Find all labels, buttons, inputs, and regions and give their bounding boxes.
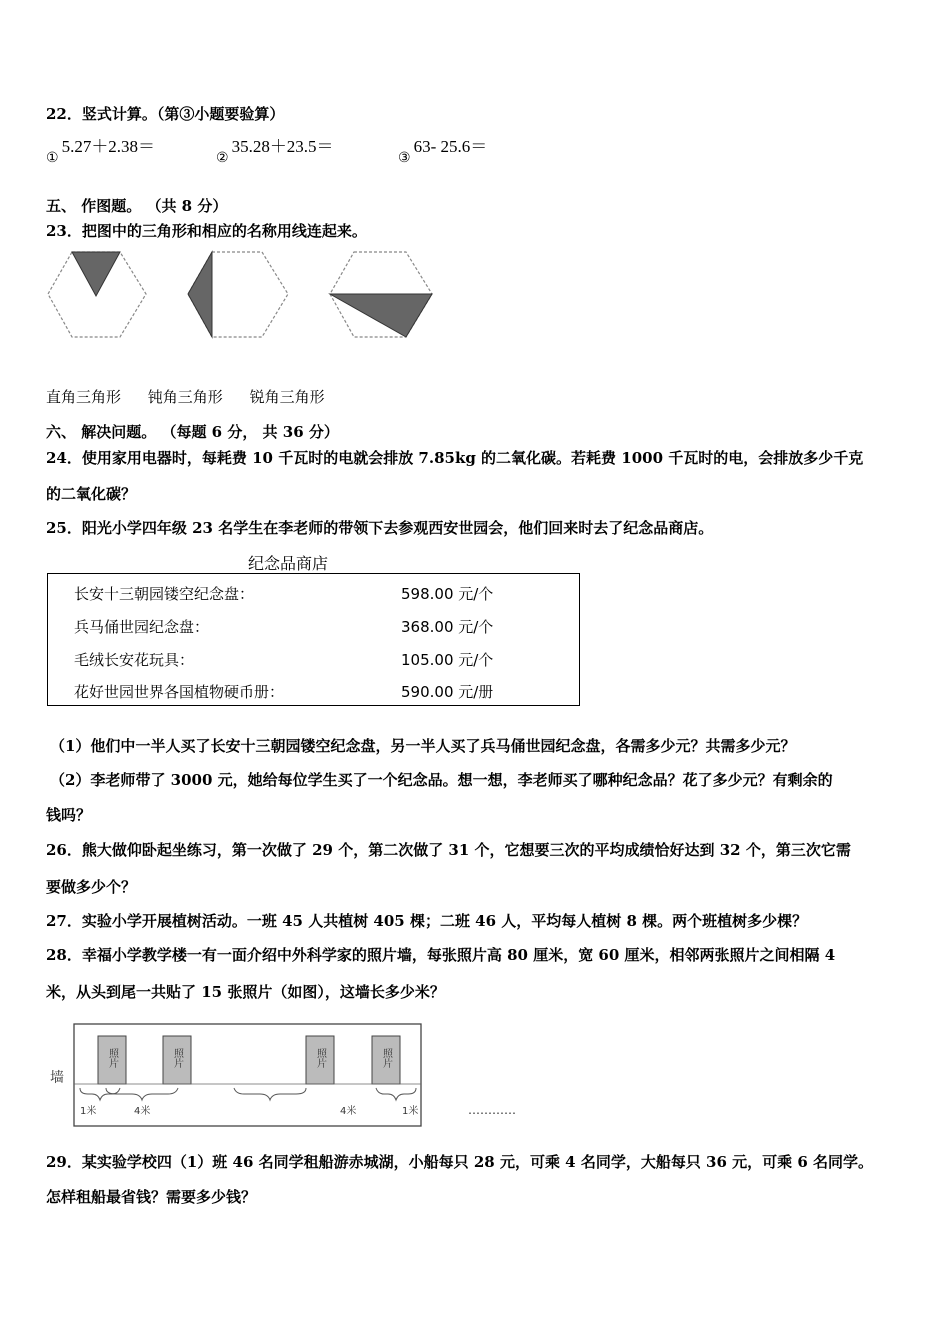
q25-title: 25．阳光小学四年级 23 名学生在李老师的带领下去参观西安世园会，他们回来时去了纪念品商店。: [46, 519, 714, 537]
q29-line1: 29．某实验学校四（1）班 46 名同学租船游赤城湖，小船每只 28 元，可乘 4 名同学，大船每只 36 元，可乘 6 名同学。: [46, 1153, 874, 1171]
shop-item-price: 598.00 元/个: [401, 585, 494, 603]
photo-label: 照片: [106, 1048, 118, 1068]
shop-item-price: 590.00 元/册: [401, 683, 494, 701]
label-obtuse-triangle: 钝角三角形: [147, 388, 223, 406]
q22-item-2: [216, 132, 334, 166]
label-acute-triangle: 锐角三角形: [249, 388, 325, 406]
q26-line1: 26．熊大做仰卧起坐练习，第一次做了 29 个，第二次做了 31 个，它想要三次的平均成绩恰好达到 32 个，第三次它需: [46, 841, 851, 859]
q22-item-1-mark: ①: [46, 151, 59, 166]
photo-wall-figure: [44, 1018, 524, 1133]
dim-4m-left: 4米: [134, 1106, 151, 1117]
shop-item-price: 368.00 元/个: [401, 618, 494, 636]
brace-4m-left: [106, 1088, 178, 1100]
wall-label: 墙: [50, 1070, 64, 1086]
shop-item-name: 长安十三朝园镂空纪念盘：: [74, 585, 255, 603]
shop-item-price: 105.00 元/个: [401, 651, 494, 669]
section6-title: 六、 解决问题。 （每题 6 分， 共 36 分）: [46, 423, 339, 441]
q22-item-2-mark: ②: [216, 151, 229, 166]
q24-line1: 24．使用家用电器时，每耗费 10 千瓦时的电就会排放 7.85kg 的二氧化碳。若耗费 1000 千瓦时的电，会排放多少千克: [46, 449, 864, 467]
q23-hexagons-figure: [44, 248, 444, 343]
shop-price-list: [47, 573, 580, 706]
dim-4m-right: 4米: [340, 1106, 357, 1117]
right-triangle-shape: [188, 252, 212, 337]
photo-label: 照片: [380, 1048, 392, 1068]
shop-item-name: 花好世园世界各国植物硬币册：: [74, 683, 285, 701]
continuation-dots: …………: [468, 1103, 516, 1117]
acute-triangle-shape: [72, 252, 120, 296]
brace-4m-right: [234, 1088, 306, 1100]
q25-sub1: （1）他们中一半人买了长安十三朝园镂空纪念盘，另一半人买了兵马俑世园纪念盘，各需多少元？共需多少元？: [50, 737, 796, 755]
label-right-triangle: 直角三角形: [46, 388, 122, 406]
section5-title: 五、 作图题。 （共 8 分）: [46, 197, 228, 215]
shop-row: [74, 616, 554, 637]
dim-1m-right: 1米: [402, 1106, 419, 1117]
shop-title: 纪念品商店: [248, 554, 329, 573]
q23-labels: [46, 386, 347, 407]
q22-item-2-expr: 35.28＋23.5＝: [231, 137, 334, 156]
dim-1m-left: 1米: [80, 1106, 97, 1117]
q28-line2: 米，从头到尾一共贴了 15 张照片（如图），这墙长多少米？: [46, 983, 445, 1001]
photo-1: [98, 1036, 126, 1084]
shop-row: [74, 681, 554, 702]
q24-line2: 的二氧化碳？: [46, 485, 137, 503]
q26-line2: 要做多少个？: [46, 878, 137, 896]
photo-2: [163, 1036, 191, 1084]
photo-label: 照片: [171, 1048, 183, 1068]
q29-line2: 怎样租船最省钱？需要多少钱？: [46, 1188, 257, 1206]
q28-line1: 28．幸福小学教学楼一有一面介绍中外科学家的照片墙，每张照片高 80 厘米，宽 60 厘米，相邻两张照片之间相隔 4: [46, 946, 836, 964]
q22-title: 22．竖式计算。（第③小题要验算）: [46, 105, 285, 123]
photo-3: [306, 1036, 334, 1084]
q22-item-3-expr: 63- 25.6＝: [413, 137, 488, 156]
shop-row: [74, 649, 554, 670]
q25-sub2-line2: 钱吗？: [46, 806, 92, 824]
q22-item-3: [398, 132, 488, 166]
shop-item-name: 毛绒长安花玩具：: [74, 651, 195, 669]
brace-1m-right: [376, 1088, 416, 1100]
q23-title: 23．把图中的三角形和相应的名称用线连起来。: [46, 222, 367, 240]
photo-label: 照片: [314, 1048, 326, 1068]
q22-item-1: [46, 132, 156, 166]
shop-row: [74, 583, 554, 604]
q22-item-3-mark: ③: [398, 151, 411, 166]
q27-line1: 27．实验小学开展植树活动。一班 45 人共植树 405 棵；二班 46 人，平均每人植树 8 棵。两个班植树多少棵？: [46, 912, 808, 930]
shop-item-name: 兵马俑世园纪念盘：: [74, 618, 210, 636]
q22-item-1-expr: 5.27＋2.38＝: [61, 137, 156, 156]
photo-4: [372, 1036, 400, 1084]
q25-sub2-line1: （2）李老师带了 3000 元，她给每位学生买了一个纪念品。想一想，李老师买了哪种纪念品？花了多少元？有剩余的: [50, 771, 833, 789]
obtuse-triangle-shape: [330, 294, 432, 337]
